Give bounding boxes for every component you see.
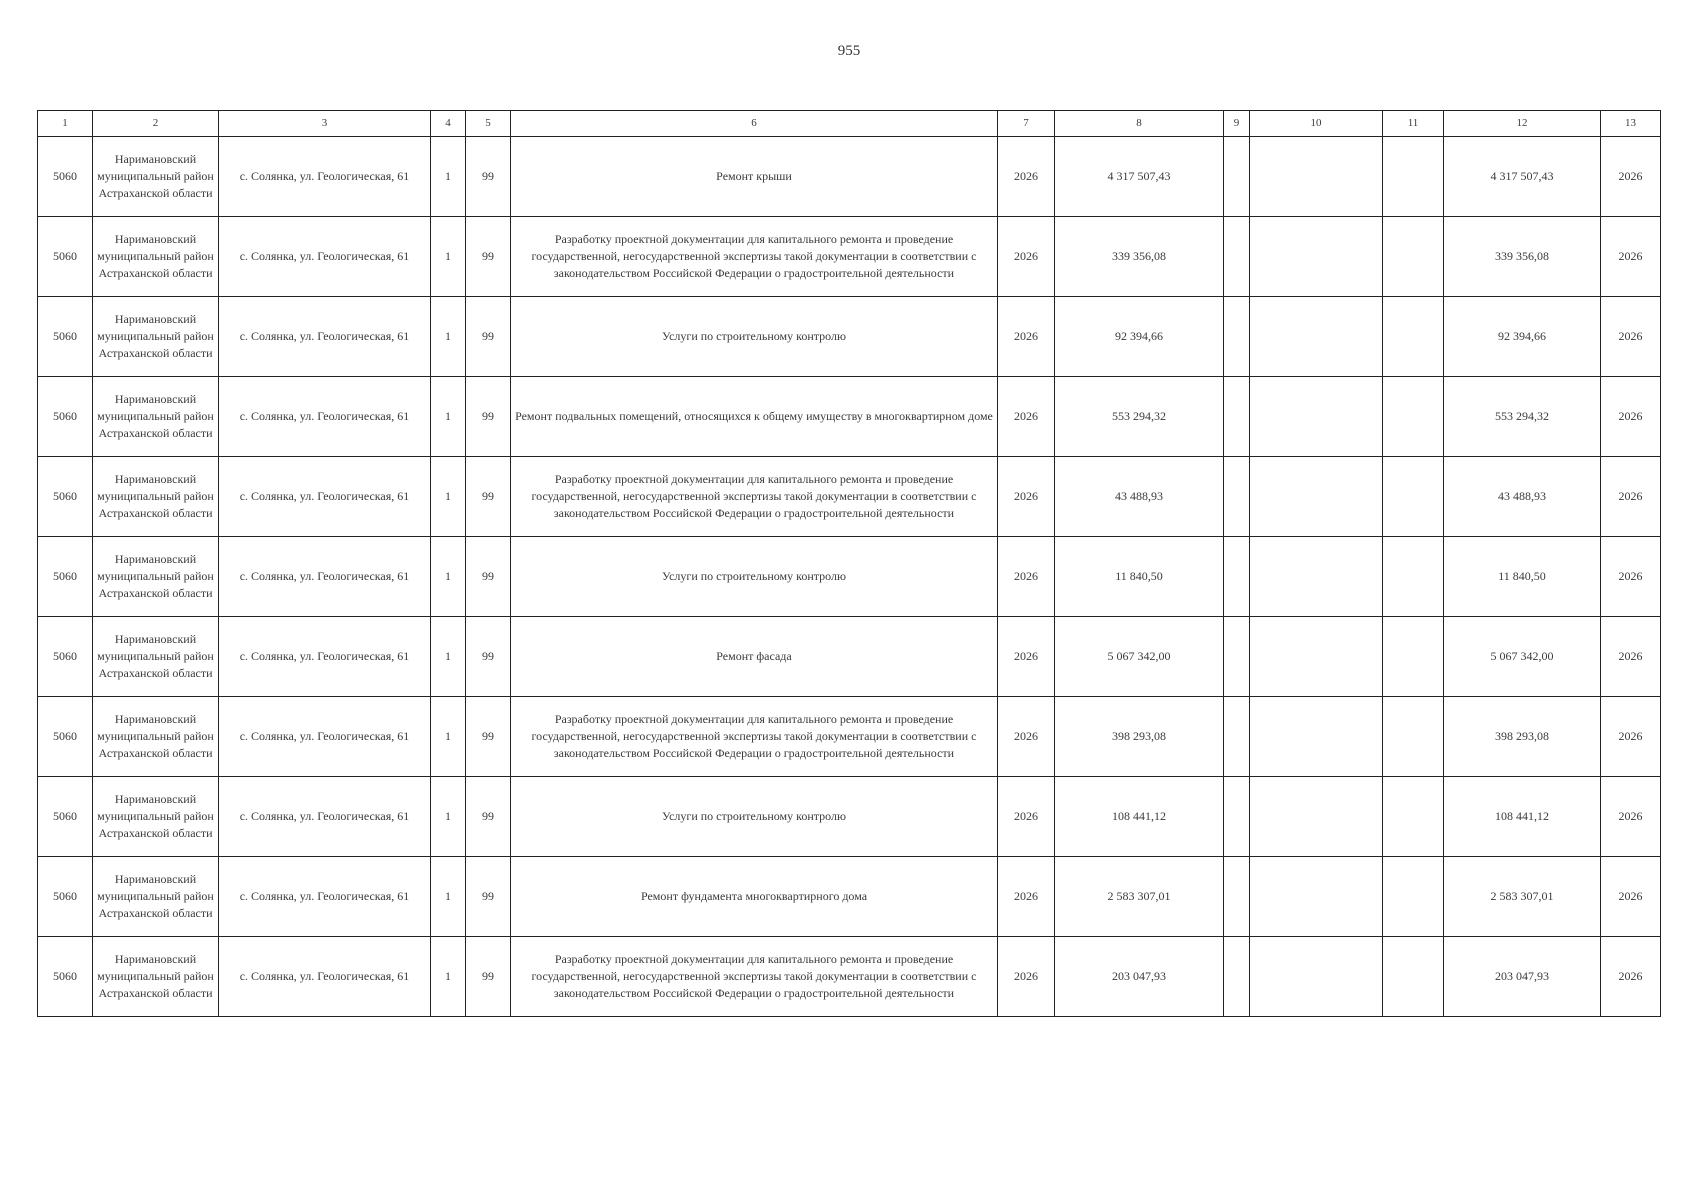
cell-year: 2026 bbox=[998, 217, 1055, 297]
cell-work-type: Услуги по строительному контролю bbox=[511, 537, 998, 617]
cell-work-type: Услуги по строительному контролю bbox=[511, 777, 998, 857]
cell-col10 bbox=[1250, 137, 1383, 217]
cell-work-type: Ремонт фундамента многоквартирного дома bbox=[511, 857, 998, 937]
cell-col10 bbox=[1250, 457, 1383, 537]
cell-year-end: 2026 bbox=[1601, 857, 1661, 937]
table-row bbox=[38, 857, 1661, 937]
cell-municipality: Наримановский муниципальный район Астраханской области bbox=[93, 297, 219, 377]
column-header: 6 bbox=[511, 111, 998, 137]
cell-col4: 1 bbox=[431, 297, 466, 377]
cell-cost-fund: 92 394,66 bbox=[1444, 297, 1601, 377]
cell-col11 bbox=[1383, 537, 1444, 617]
cell-cost-total: 2 583 307,01 bbox=[1055, 857, 1224, 937]
cell-col10 bbox=[1250, 377, 1383, 457]
cell-col11 bbox=[1383, 297, 1444, 377]
cell-col5: 99 bbox=[466, 777, 511, 857]
column-header: 2 bbox=[93, 111, 219, 137]
cell-col10 bbox=[1250, 297, 1383, 377]
cell-col5: 99 bbox=[466, 537, 511, 617]
cell-cost-fund: 11 840,50 bbox=[1444, 537, 1601, 617]
cell-col9 bbox=[1224, 217, 1250, 297]
cell-code: 5060 bbox=[38, 857, 93, 937]
cell-address: с. Солянка, ул. Геологическая, 61 bbox=[219, 297, 431, 377]
cell-work-type: Ремонт подвальных помещений, относящихся к общему имуществу в многоквартирном доме bbox=[511, 377, 998, 457]
cell-col11 bbox=[1383, 137, 1444, 217]
cell-municipality: Наримановский муниципальный район Астраханской области bbox=[93, 697, 219, 777]
cell-cost-fund: 4 317 507,43 bbox=[1444, 137, 1601, 217]
cell-year: 2026 bbox=[998, 697, 1055, 777]
cell-work-type: Разработку проектной документации для капитального ремонта и проведение государственной, негосударственной экспертизы такой документации в соответствии с законодательством Российской Федерации о градостроительной деятельности bbox=[511, 697, 998, 777]
cell-year: 2026 bbox=[998, 297, 1055, 377]
cell-col9 bbox=[1224, 617, 1250, 697]
cell-col4: 1 bbox=[431, 617, 466, 697]
cell-col11 bbox=[1383, 377, 1444, 457]
cell-code: 5060 bbox=[38, 217, 93, 297]
cell-col11 bbox=[1383, 777, 1444, 857]
cell-work-type: Разработку проектной документации для капитального ремонта и проведение государственной, негосударственной экспертизы такой документации в соответствии с законодательством Российской Федерации о градостроительной деятельности bbox=[511, 937, 998, 1017]
cell-col11 bbox=[1383, 217, 1444, 297]
cell-col4: 1 bbox=[431, 937, 466, 1017]
cell-col10 bbox=[1250, 617, 1383, 697]
cell-code: 5060 bbox=[38, 537, 93, 617]
cell-municipality: Наримановский муниципальный район Астраханской области bbox=[93, 137, 219, 217]
cell-col5: 99 bbox=[466, 377, 511, 457]
cell-cost-fund: 43 488,93 bbox=[1444, 457, 1601, 537]
table-row bbox=[38, 937, 1661, 1017]
column-header: 1 bbox=[38, 111, 93, 137]
cell-address: с. Солянка, ул. Геологическая, 61 bbox=[219, 377, 431, 457]
cell-col5: 99 bbox=[466, 617, 511, 697]
table-row bbox=[38, 377, 1661, 457]
cell-address: с. Солянка, ул. Геологическая, 61 bbox=[219, 617, 431, 697]
cell-cost-total: 553 294,32 bbox=[1055, 377, 1224, 457]
cell-col9 bbox=[1224, 777, 1250, 857]
cell-col11 bbox=[1383, 857, 1444, 937]
cell-col4: 1 bbox=[431, 217, 466, 297]
page-number: 955 bbox=[837, 43, 861, 59]
column-header: 8 bbox=[1055, 111, 1224, 137]
cell-cost-fund: 2 583 307,01 bbox=[1444, 857, 1601, 937]
cell-work-type: Разработку проектной документации для капитального ремонта и проведение государственной, негосударственной экспертизы такой документации в соответствии с законодательством Российской Федерации о градостроительной деятельности bbox=[511, 217, 998, 297]
cell-cost-fund: 553 294,32 bbox=[1444, 377, 1601, 457]
column-header: 9 bbox=[1224, 111, 1250, 137]
cell-col11 bbox=[1383, 937, 1444, 1017]
cell-municipality: Наримановский муниципальный район Астраханской области bbox=[93, 777, 219, 857]
cell-municipality: Наримановский муниципальный район Астраханской области bbox=[93, 377, 219, 457]
cell-col5: 99 bbox=[466, 937, 511, 1017]
cell-col5: 99 bbox=[466, 457, 511, 537]
cell-col5: 99 bbox=[466, 857, 511, 937]
cell-municipality: Наримановский муниципальный район Астраханской области bbox=[93, 457, 219, 537]
cell-year: 2026 bbox=[998, 457, 1055, 537]
cell-code: 5060 bbox=[38, 297, 93, 377]
cell-municipality: Наримановский муниципальный район Астраханской области bbox=[93, 217, 219, 297]
cell-col9 bbox=[1224, 857, 1250, 937]
cell-work-type: Ремонт фасада bbox=[511, 617, 998, 697]
cell-work-type: Ремонт крыши bbox=[511, 137, 998, 217]
cell-col9 bbox=[1224, 537, 1250, 617]
cell-col9 bbox=[1224, 937, 1250, 1017]
cell-year-end: 2026 bbox=[1601, 217, 1661, 297]
table-row bbox=[38, 457, 1661, 537]
cell-cost-fund: 339 356,08 bbox=[1444, 217, 1601, 297]
cell-col10 bbox=[1250, 857, 1383, 937]
cell-address: с. Солянка, ул. Геологическая, 61 bbox=[219, 777, 431, 857]
cell-col10 bbox=[1250, 217, 1383, 297]
table-row bbox=[38, 617, 1661, 697]
cell-col9 bbox=[1224, 457, 1250, 537]
cell-cost-total: 203 047,93 bbox=[1055, 937, 1224, 1017]
cell-col4: 1 bbox=[431, 537, 466, 617]
header-row bbox=[38, 111, 1661, 137]
cell-col9 bbox=[1224, 297, 1250, 377]
cell-year-end: 2026 bbox=[1601, 537, 1661, 617]
cell-year: 2026 bbox=[998, 937, 1055, 1017]
column-header: 3 bbox=[219, 111, 431, 137]
cell-code: 5060 bbox=[38, 377, 93, 457]
cell-col4: 1 bbox=[431, 377, 466, 457]
cell-cost-total: 108 441,12 bbox=[1055, 777, 1224, 857]
cell-code: 5060 bbox=[38, 937, 93, 1017]
cell-year: 2026 bbox=[998, 537, 1055, 617]
cell-col9 bbox=[1224, 377, 1250, 457]
cell-col9 bbox=[1224, 697, 1250, 777]
cell-col4: 1 bbox=[431, 137, 466, 217]
cell-cost-total: 339 356,08 bbox=[1055, 217, 1224, 297]
cell-work-type: Услуги по строительному контролю bbox=[511, 297, 998, 377]
column-header: 11 bbox=[1383, 111, 1444, 137]
cell-address: с. Солянка, ул. Геологическая, 61 bbox=[219, 537, 431, 617]
cell-address: с. Солянка, ул. Геологическая, 61 bbox=[219, 217, 431, 297]
cell-address: с. Солянка, ул. Геологическая, 61 bbox=[219, 857, 431, 937]
cell-col11 bbox=[1383, 697, 1444, 777]
cell-cost-total: 4 317 507,43 bbox=[1055, 137, 1224, 217]
cell-cost-total: 11 840,50 bbox=[1055, 537, 1224, 617]
table-row bbox=[38, 217, 1661, 297]
cell-municipality: Наримановский муниципальный район Астраханской области bbox=[93, 937, 219, 1017]
cell-address: с. Солянка, ул. Геологическая, 61 bbox=[219, 937, 431, 1017]
cell-municipality: Наримановский муниципальный район Астраханской области bbox=[93, 857, 219, 937]
cell-address: с. Солянка, ул. Геологическая, 61 bbox=[219, 697, 431, 777]
cell-address: с. Солянка, ул. Геологическая, 61 bbox=[219, 137, 431, 217]
column-header: 10 bbox=[1250, 111, 1383, 137]
cell-year-end: 2026 bbox=[1601, 457, 1661, 537]
cell-col10 bbox=[1250, 537, 1383, 617]
cell-col5: 99 bbox=[466, 137, 511, 217]
cell-year-end: 2026 bbox=[1601, 617, 1661, 697]
cell-code: 5060 bbox=[38, 137, 93, 217]
cell-col5: 99 bbox=[466, 297, 511, 377]
cell-code: 5060 bbox=[38, 777, 93, 857]
cell-year: 2026 bbox=[998, 777, 1055, 857]
cell-col11 bbox=[1383, 457, 1444, 537]
cell-cost-fund: 398 293,08 bbox=[1444, 697, 1601, 777]
cell-year-end: 2026 bbox=[1601, 697, 1661, 777]
cell-year-end: 2026 bbox=[1601, 777, 1661, 857]
cell-cost-fund: 203 047,93 bbox=[1444, 937, 1601, 1017]
cell-municipality: Наримановский муниципальный район Астраханской области bbox=[93, 617, 219, 697]
cell-year: 2026 bbox=[998, 857, 1055, 937]
cell-code: 5060 bbox=[38, 457, 93, 537]
column-header: 12 bbox=[1444, 111, 1601, 137]
cell-cost-fund: 5 067 342,00 bbox=[1444, 617, 1601, 697]
cell-year-end: 2026 bbox=[1601, 937, 1661, 1017]
cell-year: 2026 bbox=[998, 617, 1055, 697]
table-row bbox=[38, 697, 1661, 777]
cell-year: 2026 bbox=[998, 377, 1055, 457]
table-row bbox=[38, 297, 1661, 377]
column-header: 7 bbox=[998, 111, 1055, 137]
capital-repair-table bbox=[37, 110, 1661, 1017]
cell-cost-fund: 108 441,12 bbox=[1444, 777, 1601, 857]
cell-address: с. Солянка, ул. Геологическая, 61 bbox=[219, 457, 431, 537]
cell-col9 bbox=[1224, 137, 1250, 217]
cell-code: 5060 bbox=[38, 697, 93, 777]
cell-col4: 1 bbox=[431, 857, 466, 937]
column-header: 5 bbox=[466, 111, 511, 137]
cell-col4: 1 bbox=[431, 697, 466, 777]
column-header: 13 bbox=[1601, 111, 1661, 137]
cell-code: 5060 bbox=[38, 617, 93, 697]
cell-cost-total: 398 293,08 bbox=[1055, 697, 1224, 777]
cell-year-end: 2026 bbox=[1601, 137, 1661, 217]
cell-col4: 1 bbox=[431, 457, 466, 537]
cell-col5: 99 bbox=[466, 217, 511, 297]
cell-cost-total: 5 067 342,00 bbox=[1055, 617, 1224, 697]
cell-col10 bbox=[1250, 697, 1383, 777]
cell-year-end: 2026 bbox=[1601, 297, 1661, 377]
cell-work-type: Разработку проектной документации для капитального ремонта и проведение государственной, негосударственной экспертизы такой документации в соответствии с законодательством Российской Федерации о градостроительной деятельности bbox=[511, 457, 998, 537]
cell-col11 bbox=[1383, 617, 1444, 697]
table-row bbox=[38, 137, 1661, 217]
cell-col4: 1 bbox=[431, 777, 466, 857]
cell-cost-total: 92 394,66 bbox=[1055, 297, 1224, 377]
table-row bbox=[38, 537, 1661, 617]
cell-year-end: 2026 bbox=[1601, 377, 1661, 457]
table-row bbox=[38, 777, 1661, 857]
cell-municipality: Наримановский муниципальный район Астраханской области bbox=[93, 537, 219, 617]
cell-year: 2026 bbox=[998, 137, 1055, 217]
cell-col10 bbox=[1250, 777, 1383, 857]
cell-col5: 99 bbox=[466, 697, 511, 777]
column-header: 4 bbox=[431, 111, 466, 137]
cell-col10 bbox=[1250, 937, 1383, 1017]
cell-cost-total: 43 488,93 bbox=[1055, 457, 1224, 537]
